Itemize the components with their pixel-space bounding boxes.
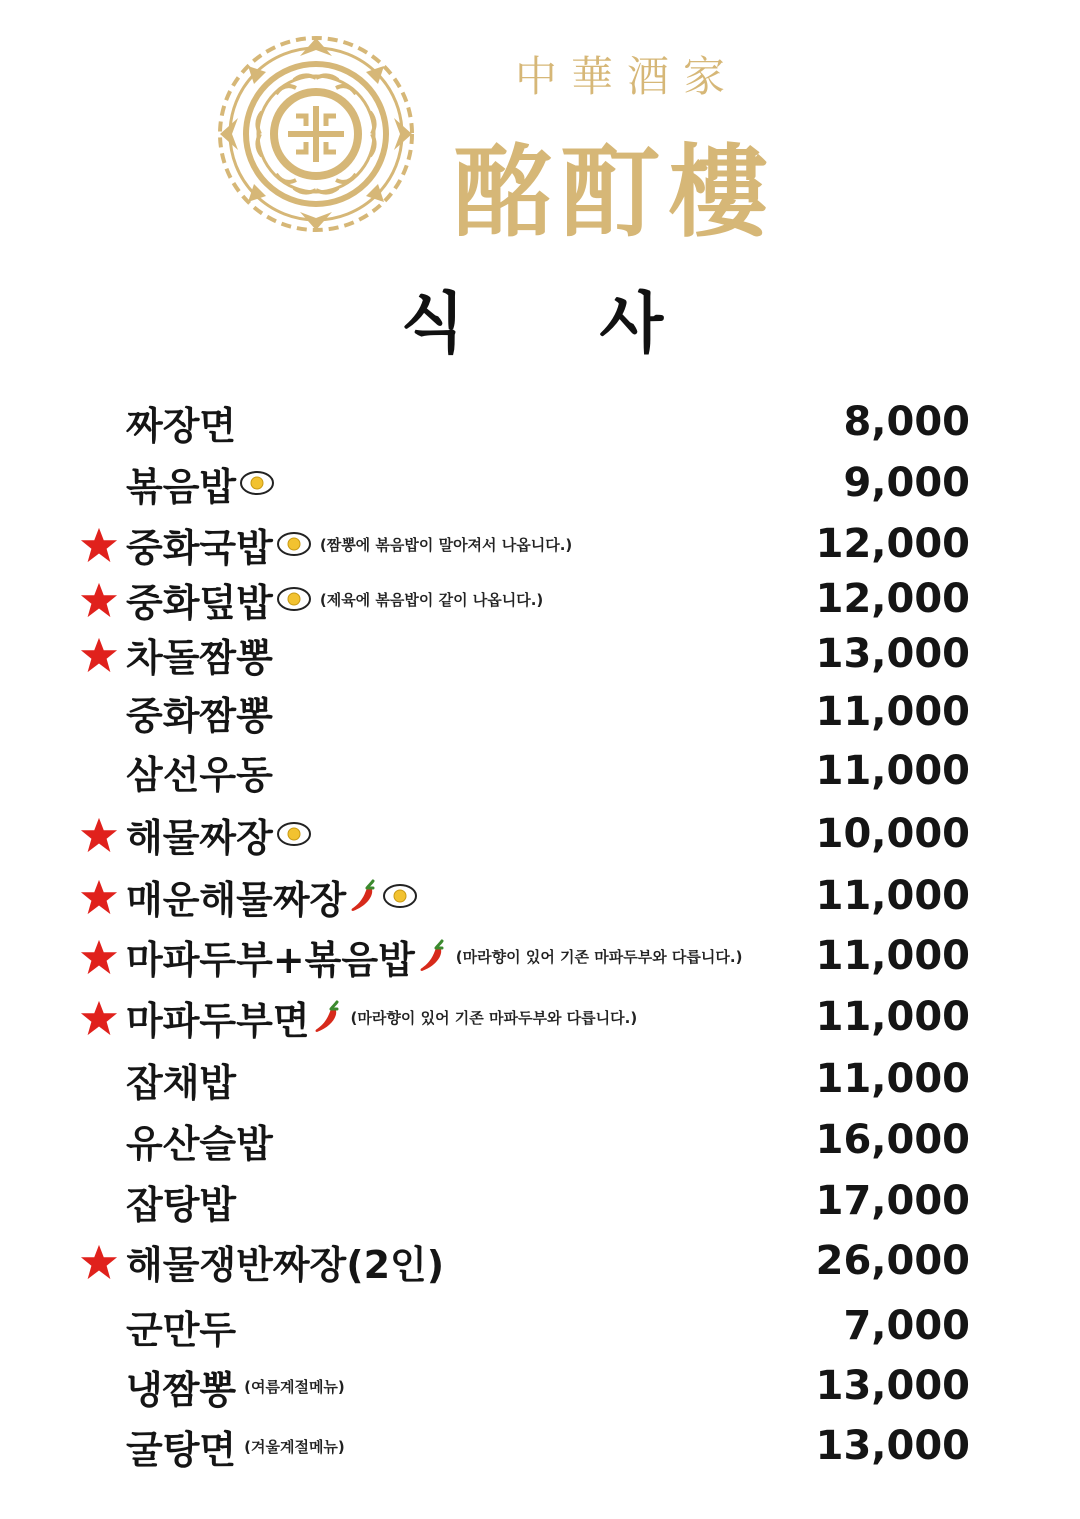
menu-item — [80, 1175, 970, 1227]
menu-item-name: 중화국밥 — [126, 525, 273, 570]
menu-item — [80, 1114, 970, 1166]
menu-item-price: 11,000 — [815, 748, 970, 794]
menu-item — [80, 991, 970, 1043]
star-icon — [80, 999, 118, 1037]
menu-item-note: (짬뽕에 볶음밥이 말아져서 나옵니다.) — [319, 535, 573, 554]
menu-item — [80, 628, 970, 680]
menu-item-price: 7,000 — [843, 1303, 970, 1349]
menu-item-main — [126, 1420, 345, 1472]
menu-item-price: 8,000 — [843, 399, 970, 445]
star-icon — [80, 526, 118, 564]
section-title: 식 사 — [400, 285, 720, 362]
restaurant-subtitle: 中華酒家 — [515, 52, 740, 101]
menu-item-main — [126, 457, 275, 509]
menu-item-main — [126, 1300, 236, 1352]
menu-item — [80, 808, 970, 860]
restaurant-name: 酩酊樓 — [452, 133, 776, 251]
menu-item-name: 짜장면 — [126, 403, 237, 448]
menu-item-price: 17,000 — [815, 1178, 970, 1224]
menu-item — [80, 686, 970, 738]
menu-item-price: 16,000 — [815, 1117, 970, 1163]
menu-item-price: 13,000 — [815, 631, 970, 677]
star-icon — [80, 636, 118, 674]
menu-item-price: 11,000 — [815, 1056, 970, 1102]
menu-item-price: 26,000 — [815, 1238, 970, 1284]
menu-item — [80, 396, 970, 448]
egg-icon — [276, 585, 312, 613]
menu-item-name: 볶음밥 — [126, 464, 237, 509]
menu-item — [80, 745, 970, 797]
menu-item-note: (제육에 볶음밥이 같이 나옵니다.) — [319, 590, 544, 609]
menu-item-main — [126, 1053, 236, 1105]
menu-item-name: 마파두부면 — [126, 998, 310, 1043]
menu-item-main — [126, 930, 742, 982]
menu-item — [80, 518, 970, 570]
menu-item-name: 냉짬뽕 — [126, 1367, 237, 1412]
menu-item-name: 매운해물짜장 — [126, 877, 347, 922]
menu-item-name: 마파두부+볶음밥 — [126, 937, 415, 982]
menu-item-main — [126, 1235, 444, 1287]
menu-item-main — [126, 1360, 345, 1412]
menu-item-price: 12,000 — [815, 576, 970, 622]
menu-item — [80, 930, 970, 982]
menu-item-price: 11,000 — [815, 873, 970, 919]
menu-item — [80, 1420, 970, 1472]
star-icon — [80, 1243, 118, 1281]
menu-item-name: 삼선우동 — [126, 752, 273, 797]
egg-icon — [382, 882, 418, 910]
menu-item-price: 10,000 — [815, 811, 970, 857]
menu-item-main — [126, 628, 273, 680]
menu-item-name: 군만두 — [126, 1307, 237, 1352]
star-icon — [80, 878, 118, 916]
menu-item — [80, 1300, 970, 1352]
menu-item-name: 차돌짬뽕 — [126, 635, 273, 680]
star-icon — [80, 938, 118, 976]
menu-item-main — [126, 991, 637, 1043]
menu-item — [80, 457, 970, 509]
star-icon — [80, 581, 118, 619]
chili-icon — [349, 879, 379, 913]
menu-item-name: 잡채밥 — [126, 1060, 237, 1105]
menu-item — [80, 573, 970, 625]
egg-icon — [276, 820, 312, 848]
menu-item-price: 11,000 — [815, 689, 970, 735]
menu-item-main — [126, 396, 236, 448]
egg-icon — [239, 469, 275, 497]
egg-icon — [276, 530, 312, 558]
menu-item-price: 12,000 — [815, 521, 970, 567]
chili-icon — [418, 939, 448, 973]
star-icon — [80, 816, 118, 854]
menu-item-name: 중화짬뽕 — [126, 693, 273, 738]
menu-item-main — [126, 686, 273, 738]
menu-item-price: 11,000 — [815, 933, 970, 979]
menu-item-note: (마라향이 있어 기존 마파두부와 다릅니다.) — [350, 1008, 638, 1027]
menu-item-main — [126, 808, 312, 860]
menu-item-price: 9,000 — [843, 460, 970, 506]
menu-item — [80, 1360, 970, 1412]
menu-item-name: 해물쟁반짜장(2인) — [126, 1242, 445, 1287]
menu-item — [80, 870, 970, 922]
menu-item-main — [126, 573, 543, 625]
menu-item — [80, 1053, 970, 1105]
menu-item-price: 11,000 — [815, 994, 970, 1040]
menu-item-price: 13,000 — [815, 1363, 970, 1409]
menu-item-name: 해물짜장 — [126, 815, 273, 860]
menu-item-main — [126, 870, 418, 922]
menu-item-note: (여름계절메뉴) — [244, 1377, 345, 1396]
menu-item-name: 중화덮밥 — [126, 580, 273, 625]
menu-item-main — [126, 518, 572, 570]
menu-item-note: (마라향이 있어 기존 마파두부와 다릅니다.) — [455, 947, 743, 966]
menu-item-name: 유산슬밥 — [126, 1121, 273, 1166]
menu-item-main — [126, 745, 273, 797]
menu-item-note: (겨울계절메뉴) — [244, 1437, 345, 1456]
chili-icon — [313, 1000, 343, 1034]
menu-item-main — [126, 1175, 236, 1227]
menu-item-price: 13,000 — [815, 1423, 970, 1469]
menu-item-name: 잡탕밥 — [126, 1182, 237, 1227]
menu-item — [80, 1235, 970, 1287]
menu-item-main — [126, 1114, 273, 1166]
menu-item-name: 굴탕면 — [126, 1427, 237, 1472]
